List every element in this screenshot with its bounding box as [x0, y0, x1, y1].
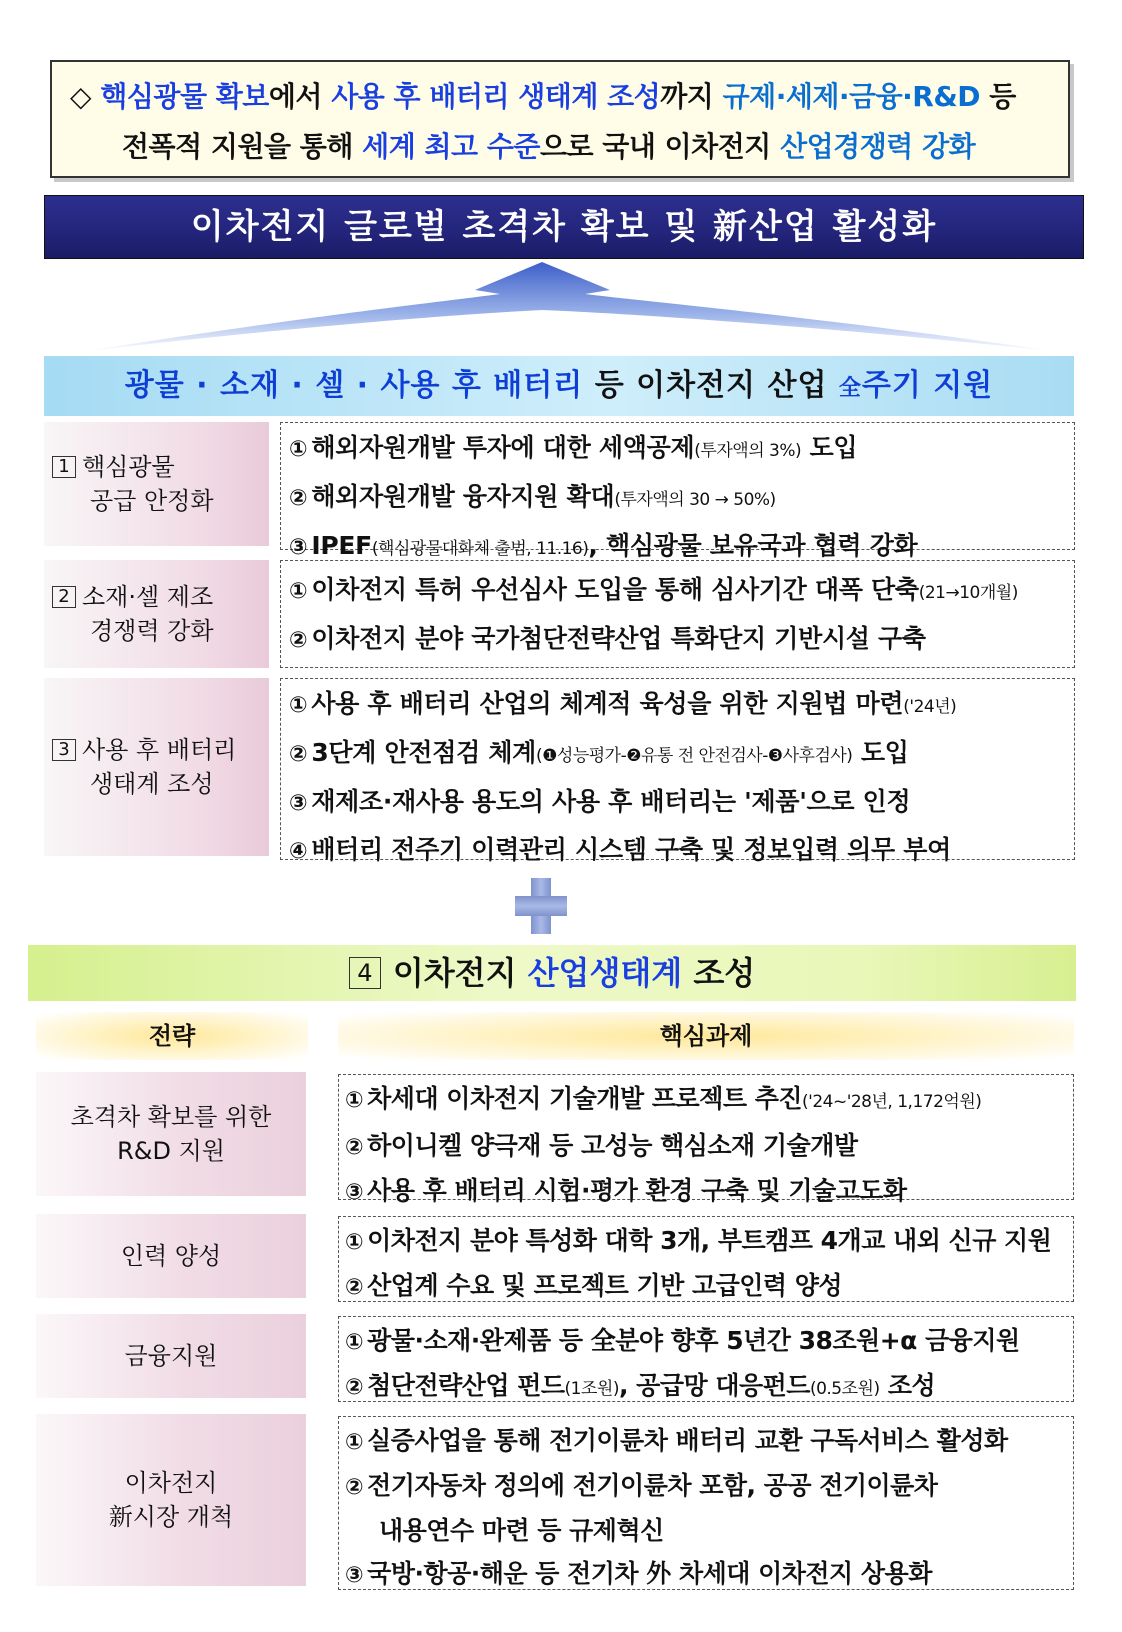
- list-item: [345, 1124, 1073, 1169]
- strategy-label: [36, 1414, 306, 1586]
- item-text: 차세대 이차전지 기술개발 프로젝트 추진: [367, 1084, 803, 1113]
- list-item: [345, 1552, 1073, 1597]
- summary-text: 전폭적 지원을 통해: [122, 130, 363, 163]
- pillar-label: [44, 560, 269, 668]
- item-text: 첨단전략산업 펀드: [367, 1371, 565, 1400]
- strategy-title: 초격차 확보를 위한: [70, 1103, 272, 1131]
- list-item: [289, 567, 1074, 616]
- strategy-title: 금융지원: [124, 1342, 218, 1370]
- pillar-items-box: [280, 422, 1075, 560]
- summary-box: [50, 60, 1070, 178]
- plus-icon: [515, 896, 567, 916]
- list-item: [345, 1319, 1073, 1364]
- item-text: 도입: [852, 738, 909, 767]
- item-text: 도입: [801, 433, 858, 462]
- strategy-title: 이차전지: [124, 1469, 218, 1497]
- pillar-items-box: [280, 560, 1075, 668]
- strategy-header: 전략: [36, 1012, 308, 1060]
- item-text: 사용 후 배터리 시험·평가 환경 구축 및 기술고도화: [367, 1176, 907, 1205]
- item-number: ③: [345, 1563, 364, 1588]
- strategy-label: [36, 1314, 306, 1398]
- summary-line-2: [70, 122, 1058, 172]
- tasks-header: 핵심과제: [338, 1012, 1074, 1060]
- strategy-title: 인력 양성: [120, 1242, 222, 1270]
- list-item: [345, 1509, 1073, 1552]
- item-text: 사용 후 배터리 산업의 체계적 육성을 위한 지원법 마련: [311, 689, 904, 718]
- item-text: IPEF: [311, 531, 372, 560]
- item-number: ②: [345, 1375, 364, 1400]
- item-text: 이차전지 분야 국가첨단전략산업 특화단지 기반시설 구축: [311, 624, 926, 653]
- list-item: [289, 827, 1074, 875]
- list-item: [345, 1464, 1073, 1509]
- item-number: ②: [345, 1275, 364, 1300]
- section-number: 4: [349, 957, 381, 989]
- list-item: [345, 1219, 1073, 1264]
- cycle-tail: 주기 지원: [861, 368, 994, 403]
- strategy-items-box: [338, 1216, 1074, 1302]
- list-item: [289, 730, 1074, 779]
- summary-highlight: 핵심광물 확보: [100, 80, 269, 113]
- pillar-label: [44, 678, 269, 856]
- item-text: 내용연수 마련 등 규제혁신: [379, 1516, 664, 1545]
- item-text: , 핵심광물 보유국과 협력 강화: [588, 531, 918, 560]
- list-item: [345, 1169, 1073, 1214]
- item-text: 전기자동차 정의에 전기이륜차 포함, 공공 전기이륜차: [367, 1471, 938, 1500]
- item-number: ②: [289, 742, 308, 767]
- summary-highlight: 사용 후 배터리 생태계 조성: [331, 80, 661, 113]
- pillar-number: 3: [52, 739, 76, 761]
- item-text: 광물·소재·완제품 등 全분야 향후 5년간 38조원+α 금융지원: [367, 1326, 1020, 1355]
- vision-banner: 이차전지 글로벌 초격차 확보 및 新산업 활성화: [44, 195, 1084, 259]
- pillar-number: 2: [52, 586, 76, 608]
- strategy-label: [36, 1214, 306, 1298]
- strategy-label: [36, 1072, 306, 1196]
- pillar-title: 소재·셀 제조: [82, 583, 214, 611]
- list-item: [345, 1419, 1073, 1464]
- cycle-scope: 광물 · 소재 · 셀 · 사용 후 배터리: [124, 368, 584, 403]
- list-item: [345, 1077, 1073, 1124]
- item-number: ③: [345, 1180, 364, 1205]
- pillar-number: 1: [52, 456, 76, 478]
- summary-highlight: 세계 최고 수준: [362, 130, 540, 163]
- item-number: ①: [289, 693, 308, 718]
- cycle-text: 등 이차전지 산업: [583, 368, 839, 403]
- summary-line-1: [70, 72, 1058, 122]
- ecosystem-text: 이차전지: [392, 954, 528, 992]
- summary-text: 으로 국내 이차전지: [539, 130, 781, 163]
- strategy-items-box: [338, 1074, 1074, 1205]
- pillar-title: 경쟁력 강화: [90, 617, 214, 645]
- item-number: ①: [289, 437, 308, 462]
- summary-highlight: 규제·세제·금융·R&D: [722, 80, 981, 113]
- item-number: ②: [345, 1475, 364, 1500]
- item-text: 실증사업을 통해 전기이륜차 배터리 교환 구독서비스 활성화: [367, 1426, 1008, 1455]
- item-number: ④: [289, 839, 308, 864]
- pillar-title: 핵심광물: [82, 453, 175, 481]
- list-item: [289, 474, 1074, 523]
- list-item: [289, 616, 1074, 664]
- pillar-items-box: [280, 678, 1075, 864]
- item-number: ①: [345, 1088, 364, 1113]
- item-note: (1조원): [564, 1379, 619, 1399]
- list-item: [289, 425, 1074, 474]
- summary-text: 에서: [268, 80, 332, 113]
- diamond-icon: ◇: [70, 80, 92, 113]
- strategy-title: R&D 지원: [117, 1137, 225, 1165]
- summary-highlight: 산업경쟁력 강화: [780, 130, 976, 163]
- summary-text: 등: [980, 80, 1016, 113]
- ecosystem-header: [28, 945, 1076, 1001]
- item-number: ②: [289, 486, 308, 511]
- item-text: 배터리 전주기 이력관리 시스템 구축 및 정보입력 의무 부여: [311, 835, 951, 864]
- item-text: 해외자원개발 융자지원 확대: [311, 482, 615, 511]
- list-item: [289, 681, 1074, 730]
- list-item: [289, 779, 1074, 827]
- item-text: 하이니켈 양극재 등 고성능 핵심소재 기술개발: [367, 1131, 858, 1160]
- item-number: ①: [345, 1230, 364, 1255]
- pillar-label: [44, 422, 269, 546]
- item-text: 국방·항공·해운 등 전기차 外 차세대 이차전지 상용화: [367, 1559, 932, 1588]
- cycle-full-char: 全: [838, 376, 862, 401]
- item-text: 재제조·재사용 용도의 사용 후 배터리는 '제품'으로 인정: [311, 787, 911, 816]
- item-number: ②: [345, 1135, 364, 1160]
- item-number: ③: [289, 791, 308, 816]
- item-note: (투자액의 30 → 50%): [614, 490, 776, 510]
- list-item: [345, 1264, 1073, 1309]
- item-note: ('24년): [903, 697, 957, 717]
- item-note: (핵심광물대화체 출범, 11.16): [371, 539, 589, 559]
- item-note: (0.5조원): [809, 1379, 880, 1399]
- item-number: ①: [289, 579, 308, 604]
- item-text: 3단계 안전점검 체계: [311, 738, 537, 767]
- upward-arrow-icon: [80, 262, 1060, 354]
- summary-text: 까지: [660, 80, 723, 113]
- item-number: ②: [289, 628, 308, 653]
- item-text: 해외자원개발 투자에 대한 세액공제: [311, 433, 695, 462]
- pillar-title: 생태계 조성: [90, 770, 214, 798]
- item-number: ③: [289, 535, 308, 560]
- pillar-title: 공급 안정화: [90, 487, 214, 515]
- full-cycle-header: [44, 356, 1074, 416]
- strategy-title: 新시장 개척: [108, 1503, 234, 1531]
- item-text: 산업계 수요 및 프로젝트 기반 고급인력 양성: [367, 1271, 843, 1300]
- item-text: , 공급망 대응펀드: [618, 1371, 810, 1400]
- ecosystem-text: 조성: [682, 954, 756, 992]
- list-item: [345, 1364, 1073, 1411]
- item-text: 이차전지 특허 우선심사 도입을 통해 심사기간 대폭 단축: [311, 575, 919, 604]
- item-note: (21→10개월): [918, 583, 1018, 603]
- item-note: (투자액의 3%): [694, 441, 802, 461]
- item-number: ①: [345, 1330, 364, 1355]
- item-number: ①: [345, 1430, 364, 1455]
- item-text: 조성: [879, 1371, 936, 1400]
- ecosystem-highlight: 산업생태계: [527, 954, 683, 992]
- strategy-items-box: [338, 1316, 1074, 1402]
- strategy-items-box: [338, 1416, 1074, 1590]
- item-note: ('24~'28년, 1,172억원): [802, 1092, 982, 1112]
- pillar-title: 사용 후 배터리: [82, 736, 237, 764]
- item-text: 이차전지 분야 특성화 대학 3개, 부트캠프 4개교 내외 신규 지원: [367, 1226, 1052, 1255]
- item-note: (❶성능평가-❷유통 전 안전검사-❸사후검사): [536, 746, 853, 766]
